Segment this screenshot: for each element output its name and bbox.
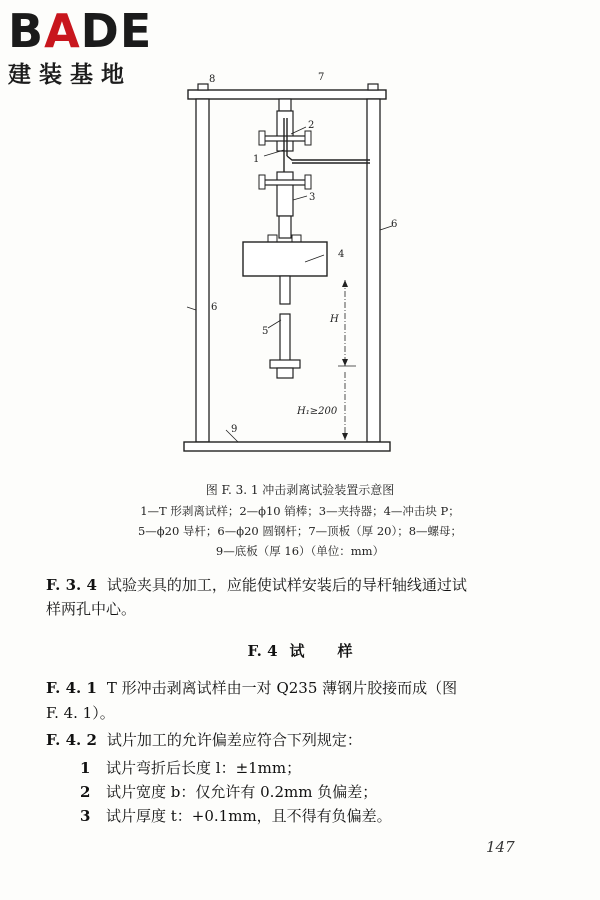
- figure-legend-line-2: 5—ϕ20 导杆；6—ϕ20 圆钢杆；7—顶板（厚 20）；8—螺母；: [137, 524, 463, 538]
- pin-end: [305, 131, 311, 145]
- figure-legend-line-3: 9—底板（厚 16）（单位：mm）: [215, 544, 385, 558]
- arrow: [342, 433, 348, 440]
- stopper-nut: [277, 368, 293, 378]
- clause-number: F. 4. 1: [46, 679, 97, 697]
- logo-subtitle: 建装基地: [8, 62, 132, 88]
- side-rod-left: [196, 99, 209, 442]
- nut-right: [368, 84, 378, 90]
- list-item-text: 试片宽度 b：仅允许有 0.2mm 负偏差；: [106, 783, 378, 801]
- list-item-text: 试片弯折后长度 l：±1mm；: [106, 759, 302, 777]
- label-4: 4: [338, 249, 345, 260]
- clause-f41-cont: F. 4. 1）。: [46, 704, 115, 722]
- logo-letters: DE: [80, 4, 153, 58]
- leader: [264, 150, 284, 156]
- label-1: 1: [253, 154, 260, 165]
- logo-letter: B: [8, 4, 45, 58]
- clause-number: F. 4. 2: [46, 731, 97, 749]
- pin-end: [259, 175, 265, 189]
- clamp-stem: [279, 216, 291, 238]
- leader: [187, 307, 196, 310]
- impact-block: [243, 242, 327, 276]
- upper-clamp: [277, 111, 293, 151]
- clause-text: 试片加工的允许偏差应符合下列规定：: [106, 731, 362, 749]
- list-item-number: 2: [80, 783, 91, 801]
- arrow: [342, 280, 348, 287]
- label-h: H: [330, 314, 339, 325]
- list-item-number: 1: [80, 759, 91, 777]
- block-lug: [292, 235, 301, 242]
- leader: [293, 196, 307, 200]
- nut-left: [198, 84, 208, 90]
- list-item: [80, 757, 301, 778]
- leader: [268, 320, 281, 328]
- page-number: 147: [486, 838, 515, 856]
- label-3: 3: [309, 192, 316, 203]
- top-plate: [188, 90, 386, 99]
- clause-f41: [46, 677, 457, 699]
- figure-legend-line-1: 1—T 形剥离试样；2—ϕ10 销棒；3—夹持器；4—冲击块 P；: [140, 504, 460, 518]
- label-5: 5: [262, 326, 269, 337]
- label-7: 7: [318, 72, 325, 83]
- section-number: F. 4: [247, 642, 278, 660]
- guide-rod-lower: [280, 314, 290, 362]
- label-2: 2: [308, 120, 315, 131]
- section-title-a: 试: [289, 642, 305, 660]
- pin-rod-upper: [264, 136, 306, 141]
- block-lug: [268, 235, 277, 242]
- clause-text: 试验夹具的加工，应能使试样安装后的导杆轴线通过试: [106, 576, 467, 594]
- guide-rod-upper: [280, 276, 290, 304]
- clause-number: F. 3. 4: [46, 576, 97, 594]
- label-6-left: 6: [211, 302, 218, 313]
- bottom-plate: [184, 442, 390, 451]
- clause-f42: [46, 729, 362, 751]
- label-8: 8: [209, 74, 216, 85]
- pin-end: [259, 131, 265, 145]
- label-6-right: 6: [391, 219, 398, 230]
- list-item-number: 3: [80, 807, 91, 825]
- clause-f34-cont: 样两孔中心。: [46, 600, 137, 618]
- specimen-flange-a: [287, 156, 370, 160]
- section-heading-f4: [0, 640, 600, 661]
- label-9: 9: [231, 424, 238, 435]
- stopper-plate: [270, 360, 300, 368]
- pin-end: [305, 175, 311, 189]
- arrow: [342, 359, 348, 366]
- side-rod-right: [367, 99, 380, 442]
- lower-clamp: [277, 172, 293, 216]
- list-item-text: 试片厚度 t：+0.1mm，且不得有负偏差。: [106, 807, 392, 825]
- clause-text: T 形冲击剥离试样由一对 Q235 薄钢片胶接而成（图: [106, 679, 458, 697]
- logo-letter-accent: A: [44, 4, 81, 58]
- list-item: [80, 781, 377, 802]
- pin-rod-lower: [264, 180, 306, 185]
- figure-caption-title: 图 F. 3. 1 冲击剥离试验装置示意图: [205, 483, 395, 497]
- clause-f34: [46, 574, 467, 596]
- top-hanger: [279, 99, 291, 111]
- section-title-b: 样: [337, 642, 353, 660]
- list-item: [80, 805, 392, 826]
- label-h1: H₁≥200: [297, 406, 338, 417]
